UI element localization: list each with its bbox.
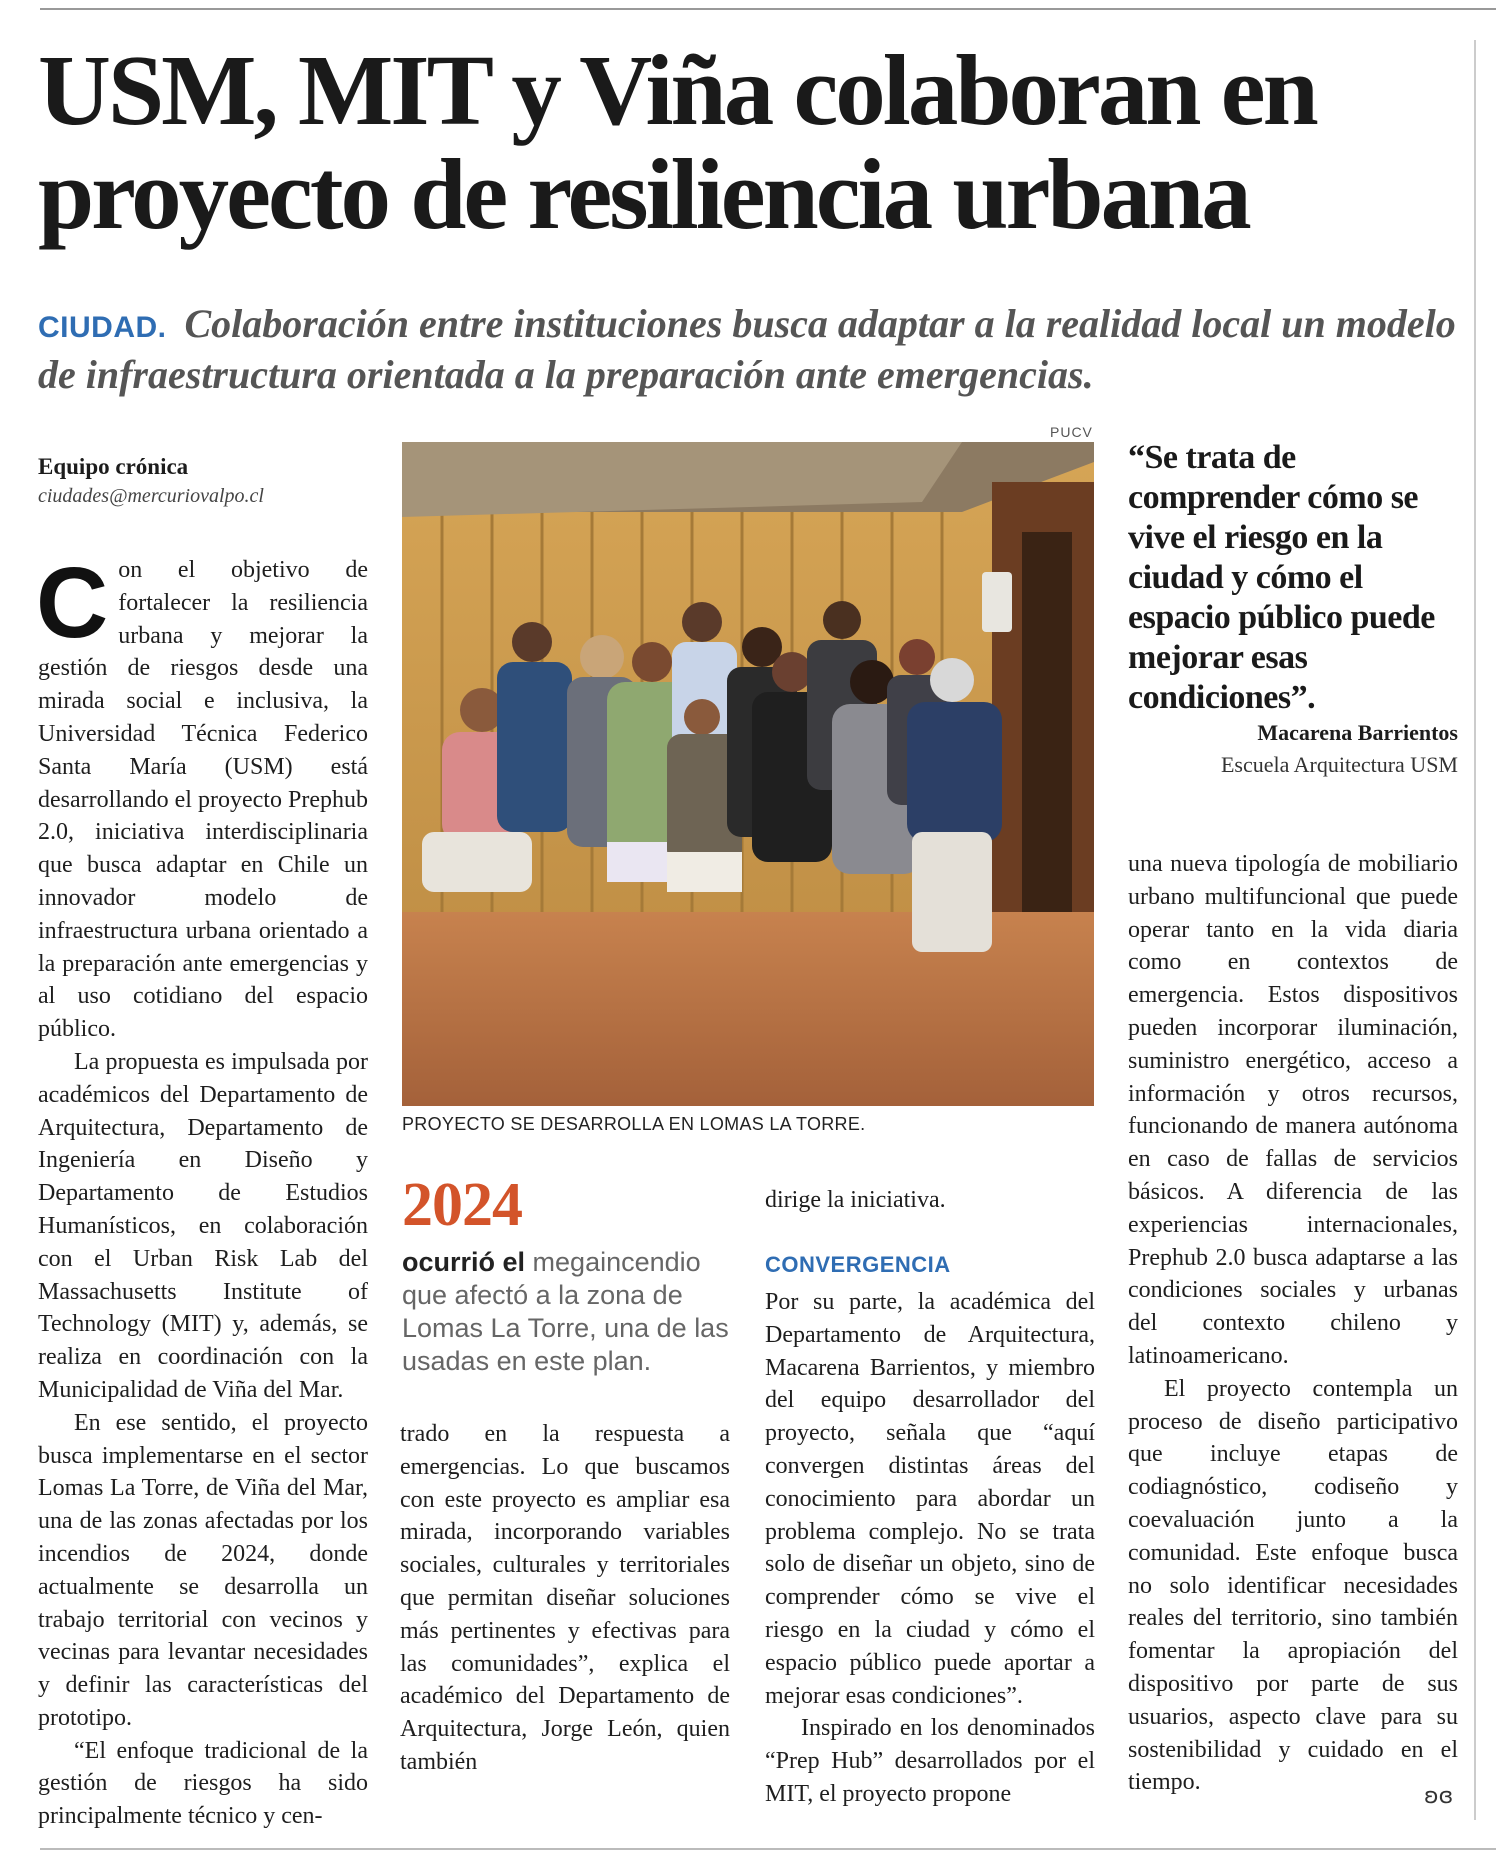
drop-cap: C <box>36 547 109 659</box>
paragraph: on el objetivo de fortalecer la resiliencia urbana y mejorar la gestión de riesgos desde una mirada social e inclusiva, la Universidad Técnica Federico Santa María (USM) está desarrollando el proyecto Prephub 2.0, iniciativa interdisciplinaria que busca adaptar en Chile un innovador modelo de infraestructura urbana orientado a la preparación ante emergencias y al uso cotidiano del espacio público. <box>38 557 368 1043</box>
photo-credit: PUCV <box>1050 424 1093 440</box>
paragraph: Inspirado en los denominados “Prep Hub” desarrollados por el MIT, el proyecto propone <box>765 1715 1095 1807</box>
headline-line-2: proyecto de resiliencia urbana <box>38 138 1249 250</box>
stat-number: 2024 <box>402 1171 522 1239</box>
top-rule <box>40 8 1496 10</box>
body-column-2 <box>400 1418 730 1779</box>
section-kicker: CIUDAD. <box>38 311 167 344</box>
section-heading: CONVERGENCIA <box>765 1252 951 1277</box>
stat-description <box>402 1246 732 1378</box>
paragraph: trado en la respuesta a emergencias. Lo que buscamos con este proyecto es ampliar esa mirada, incorporando variables sociales, culturales y territoriales que permitan diseñar soluciones más pertinentes y efectivas para las comunidades”, explica el académico del Departamento de Arquitectura, Jorge León, quien también <box>400 1421 730 1775</box>
photo-illustration <box>402 442 1094 1106</box>
paragraph: El proyecto contempla un proceso de diseño participativo que incluye etapas de codiagnóstico, codiseño y coevaluación junto a la comunidad. Este enfoque busca no solo identificar necesidades reales del territorio, sino también fomentar la apropiación del dispositivo por parte de sus usuarios, aspecto clave para su sostenibilidad y cuidado en el tiempo. <box>1128 1375 1458 1796</box>
body-column-3-top: dirige la iniciativa. <box>765 1187 946 1213</box>
end-of-article-icon: ʚɞ <box>1424 1784 1454 1809</box>
byline <box>38 452 368 510</box>
stat-lead: ocurrió el <box>402 1247 526 1277</box>
quote-author: Macarena Barrientos <box>1257 720 1458 745</box>
group-photo <box>402 442 1094 1106</box>
pull-quote: “Se trata de comprender cómo se vive el riesgo en la ciudad y cómo el espacio público puede mejorar esas condiciones”. <box>1128 439 1435 716</box>
paragraph: Por su parte, la académica del Departamento de Arquitectura, Macarena Barrientos, y miembro del equipo desarrollador del proyecto, señala que “aquí convergen distintas áreas del conocimiento para abordar un problema complejo. No se trata solo de diseñar un objeto, sino de comprender cómo se vive el riesgo en la ciudad y cómo el espacio público puede aportar a mejorar esas condiciones”. <box>765 1289 1095 1709</box>
subheadline-text: Colaboración entre instituciones busca adaptar a la realidad local un modelo de infraestructura orientada a la preparación ante emergencias. <box>38 301 1456 397</box>
photo-caption: PROYECTO SE DESARROLLA EN LOMAS LA TORRE. <box>402 1114 866 1134</box>
bottom-rule <box>40 1848 1496 1850</box>
paragraph: En ese sentido, el proyecto busca implementarse en el sector Lomas La Torre, de Viña del Mar, una de las zonas afectadas por los incendios de 2024, donde actualmente se desarrolla un trabajo territorial con vecinos y vecinas para levantar necesidades y definir las características del prototipo. <box>38 1409 368 1731</box>
headline-line-1: USM, MIT y Viña colaboran en <box>38 34 1316 146</box>
body-column-4 <box>1128 848 1458 1799</box>
headline <box>38 34 1458 250</box>
right-column-rule <box>1474 40 1476 1820</box>
stat-text: megaincendio que afectó a la zona de Lomas La Torre, una de las usadas en este plan. <box>402 1247 729 1376</box>
body-column-1 <box>36 547 368 1833</box>
byline-author: Equipo crónica <box>38 454 189 479</box>
quote-author-role: Escuela Arquitectura USM <box>1220 752 1458 777</box>
paragraph: “El enfoque tradicional de la gestión de riesgos ha sido principalmente técnico y cen- <box>38 1737 368 1830</box>
paragraph: La propuesta es impulsada por académicos del Departamento de Arquitectura, Departamento de Ingeniería en Diseño y Departamento de Estudios Humanísticos, en colaboración con el Urban Risk Lab del Massachusetts Institute of Technology (MIT) y, además, se realiza en coordinación con la Municipalidad de Viña del Mar. <box>38 1048 368 1403</box>
paragraph: una nueva tipología de mobiliario urbano multifuncional que puede operar tanto en la vida diaria como en contextos de emergencia. Estos dispositivos pueden incorporar iluminación, suministro energético, acceso a información y otros recursos, funcionando de manera autónoma en caso de fallas de servicios básicos. A diferencia de las experiencias internacionales, Prephub 2.0 busca adaptarse a las condiciones sociales y urbanas del contexto chileno y latinoamericano. <box>1128 851 1458 1369</box>
byline-email: ciudades@mercuriovalpo.cl <box>38 485 264 507</box>
subheadline <box>38 300 1458 398</box>
body-column-3 <box>765 1286 1095 1811</box>
